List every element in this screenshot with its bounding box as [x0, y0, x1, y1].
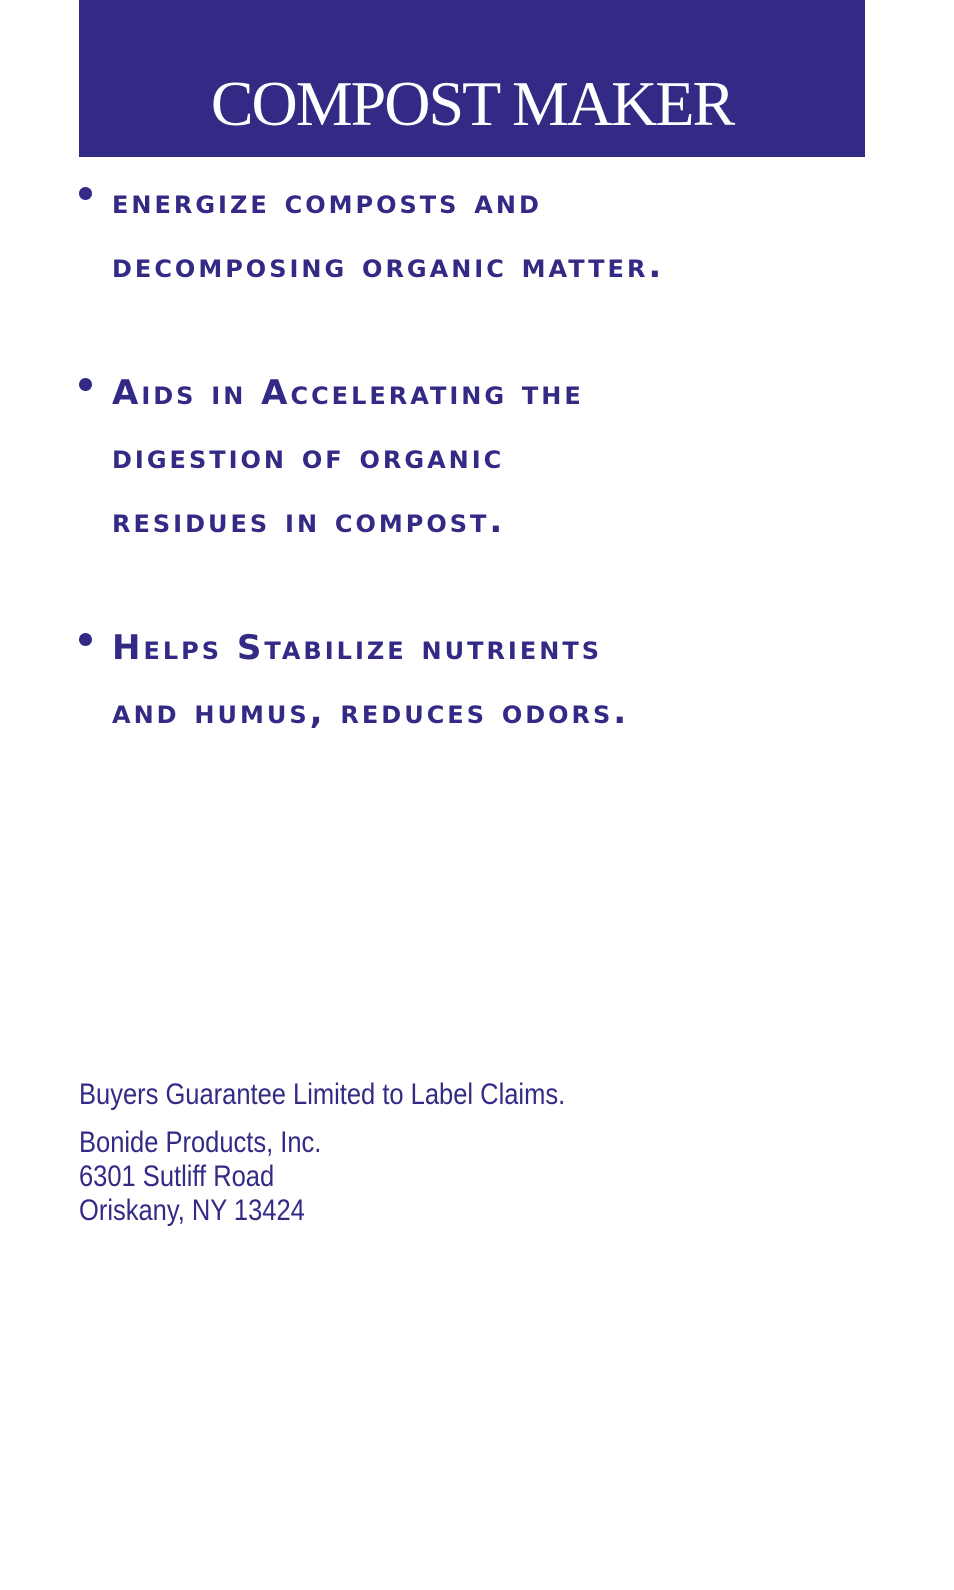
feature-item	[79, 361, 879, 553]
address-line: Oriskany, NY 13424	[79, 1194, 305, 1227]
feature-line: digestion of organic	[112, 437, 505, 477]
company-address	[79, 1126, 565, 1228]
feature-item	[79, 170, 879, 298]
guarantee-text: Buyers Guarantee Limited to Label Claims.	[79, 1078, 566, 1111]
feature-item	[79, 616, 879, 744]
address-line: Bonide Products, Inc.	[79, 1126, 322, 1159]
bullet-icon	[79, 187, 92, 200]
bullet-icon	[79, 633, 92, 646]
feature-line: Helps Stabilize nutrients	[112, 628, 602, 668]
title-banner	[79, 0, 865, 157]
feature-line: and humus, reduces odors.	[112, 692, 630, 732]
feature-line: decomposing organic matter.	[112, 246, 665, 286]
feature-list	[79, 170, 879, 744]
feature-line: Aids in Accelerating the	[112, 373, 584, 413]
bullet-icon	[79, 378, 92, 391]
product-title: COMPOST MAKER	[210, 68, 734, 139]
address-line: 6301 Sutliff Road	[79, 1160, 275, 1193]
feature-line: energize composts and	[112, 182, 542, 222]
label-footer	[79, 1074, 565, 1228]
feature-line: residues in compost.	[112, 501, 506, 541]
